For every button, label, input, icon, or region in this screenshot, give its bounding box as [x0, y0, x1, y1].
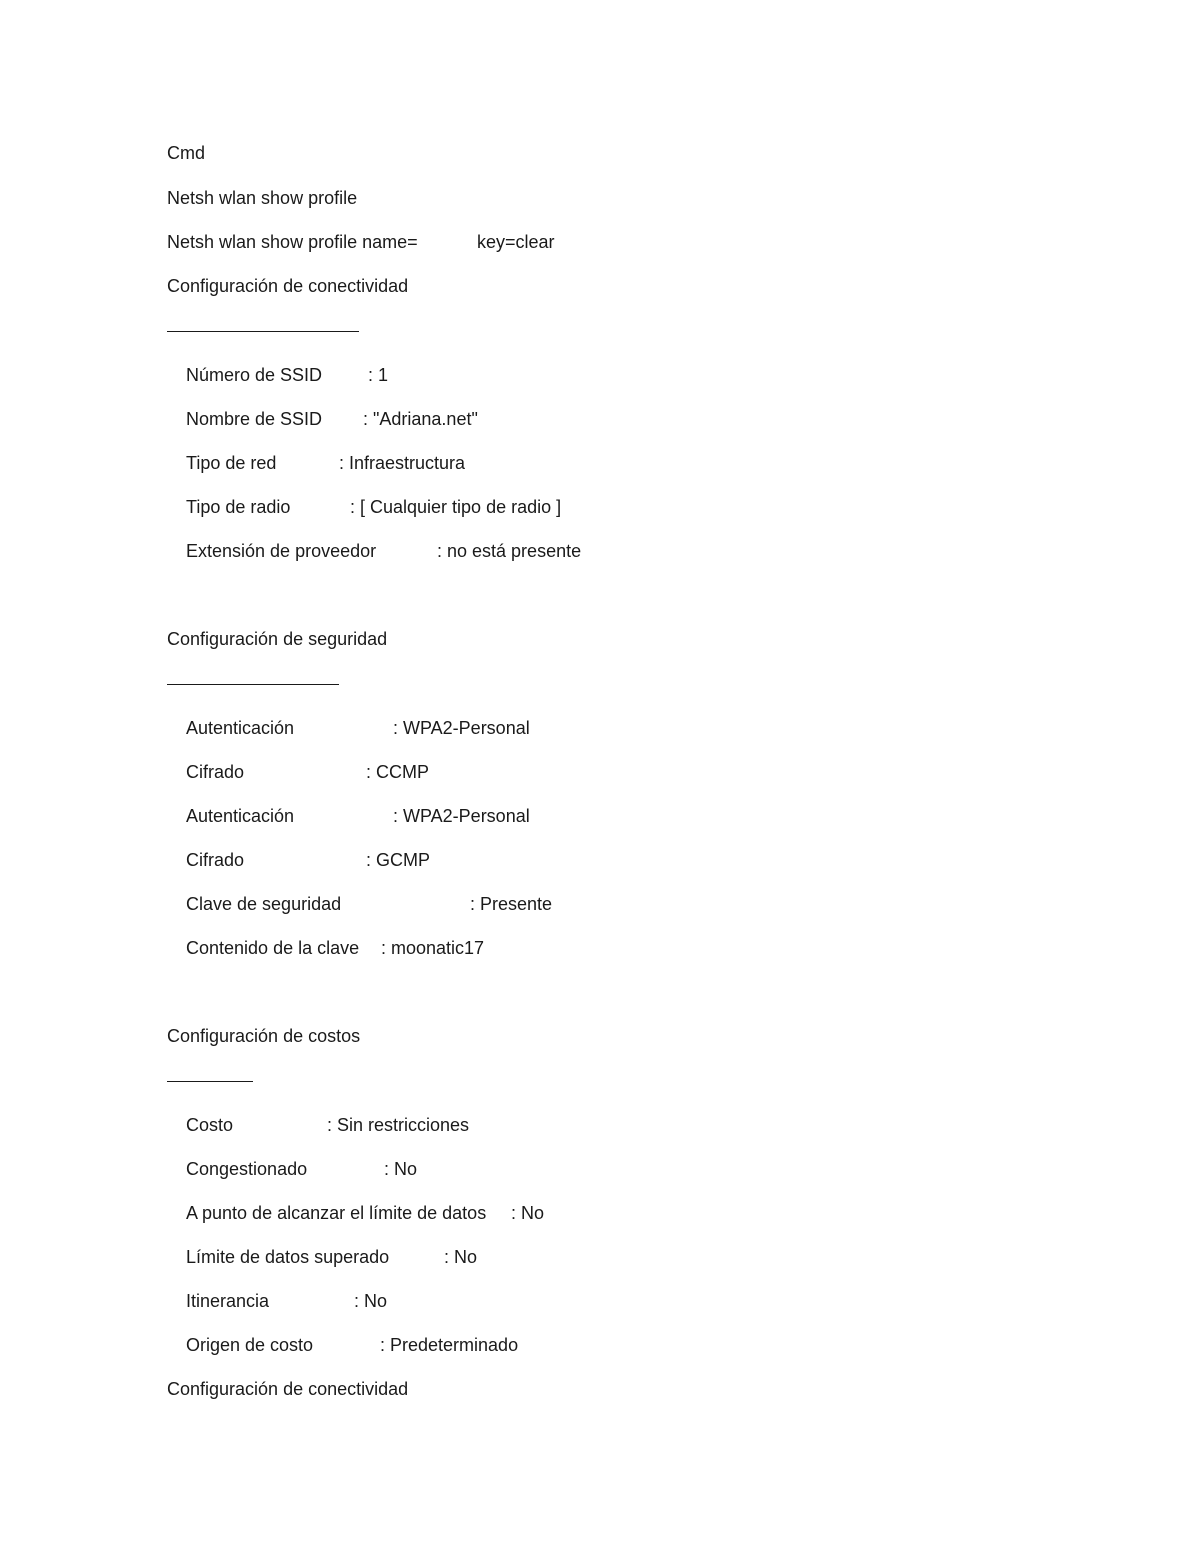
cost-row [186, 1290, 606, 1312]
connectivity-row-value: : Infraestructura [339, 453, 466, 473]
security-row-value: : WPA2-Personal [393, 806, 530, 826]
security-row [186, 937, 606, 959]
command-show-profile-name-text: Netsh wlan show profile name= [167, 232, 418, 252]
section-heading-security: Configuración de seguridad [167, 629, 388, 649]
cost-row-value: : No [384, 1159, 418, 1179]
security-row [186, 717, 606, 739]
connectivity-row-value: : no está presente [437, 541, 582, 561]
connectivity-row-label: Número de SSID [186, 365, 323, 385]
security-row [186, 805, 606, 827]
connectivity-row-value: : "Adriana.net" [363, 409, 478, 429]
connectivity-row-label: Extensión de proveedor [186, 541, 377, 561]
heading-underline-cost [167, 1081, 253, 1082]
security-row-label: Cifrado [186, 850, 245, 870]
security-row-value: : WPA2-Personal [393, 718, 530, 738]
security-row [186, 893, 606, 915]
security-row-value: : GCMP [366, 850, 431, 870]
connectivity-row-value: : [ Cualquier tipo de radio ] [350, 497, 562, 517]
security-row-value: : Presente [470, 894, 553, 914]
cost-row-label: Costo [186, 1115, 234, 1135]
cost-row-value: : Sin restricciones [327, 1115, 470, 1135]
connectivity-row [186, 540, 606, 562]
connectivity-row-label: Nombre de SSID [186, 409, 323, 429]
security-row-label: Autenticación [186, 806, 295, 826]
section-heading-cost: Configuración de costos [167, 1026, 361, 1046]
cost-row [186, 1158, 606, 1180]
cost-row-label: Origen de costo [186, 1335, 314, 1355]
heading-underline-security [167, 684, 339, 685]
connectivity-row-label: Tipo de radio [186, 497, 291, 517]
cost-row [186, 1334, 606, 1356]
security-row-value: : moonatic17 [381, 938, 485, 958]
cost-row-label: A punto de alcanzar el límite de datos [186, 1203, 487, 1223]
cost-row-label: Límite de datos superado [186, 1247, 390, 1267]
security-row-label: Autenticación [186, 718, 295, 738]
command-show-profile: Netsh wlan show profile [167, 188, 358, 208]
cost-row [186, 1202, 606, 1224]
cost-row-label: Itinerancia [186, 1291, 270, 1311]
section-heading-connectivity: Configuración de conectividad [167, 276, 409, 296]
command-cmd: Cmd [167, 143, 206, 163]
cost-row-label: Congestionado [186, 1159, 308, 1179]
cost-row-value: : No [444, 1247, 478, 1267]
security-row-label: Contenido de la clave [186, 938, 360, 958]
connectivity-row [186, 452, 606, 474]
command-show-profile-name [167, 231, 587, 253]
cost-row [186, 1246, 606, 1268]
connectivity-row [186, 364, 606, 386]
section-heading-connectivity-trailing: Configuración de conectividad [167, 1379, 409, 1399]
cost-row-value: : No [354, 1291, 388, 1311]
cost-row-value: : Predeterminado [380, 1335, 519, 1355]
security-row-label: Clave de seguridad [186, 894, 342, 914]
connectivity-row-value: : 1 [368, 365, 389, 385]
connectivity-row-label: Tipo de red [186, 453, 277, 473]
security-row-value: : CCMP [366, 762, 429, 782]
cost-row [186, 1114, 606, 1136]
connectivity-row [186, 408, 606, 430]
security-row [186, 849, 606, 871]
security-row [186, 761, 606, 783]
command-key-clear: key=clear [477, 232, 555, 252]
connectivity-row [186, 496, 606, 518]
cost-row-value: : No [511, 1203, 545, 1223]
security-row-label: Cifrado [186, 762, 245, 782]
heading-underline-connectivity [167, 331, 359, 332]
